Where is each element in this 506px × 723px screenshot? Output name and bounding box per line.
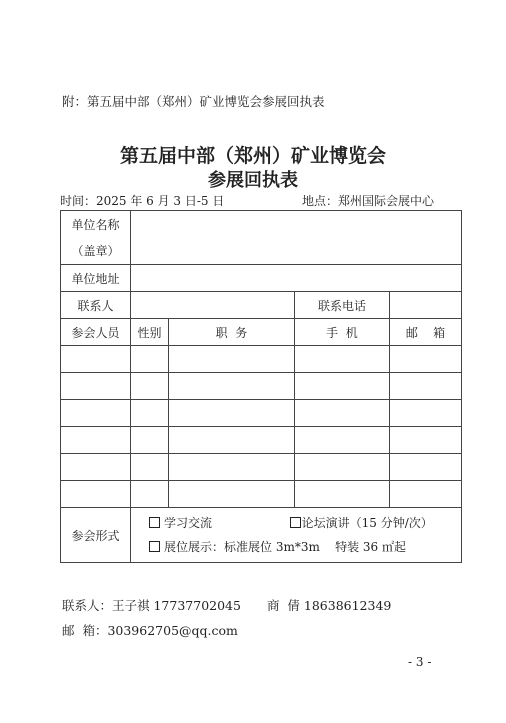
header-mobile: 手 机 <box>295 319 390 346</box>
header-gender: 性别 <box>131 319 169 346</box>
event-time: 时间：2025 年 6 月 3 日-5 日 <box>60 194 225 208</box>
contact-phone-field[interactable] <box>390 292 462 319</box>
event-location: 地点：郑州国际会展中心 <box>302 194 435 208</box>
contact-line-1 <box>62 596 391 614</box>
table-row <box>61 427 462 454</box>
table-row <box>61 346 462 373</box>
option-exchange-checkbox[interactable] <box>149 516 164 530</box>
contact-phone-label: 联系电话 <box>295 292 390 319</box>
contact-wang: 联系人：王子祺 17737702045 <box>62 598 241 613</box>
checkbox-icon[interactable] <box>149 541 160 552</box>
unit-name-row <box>61 211 462 265</box>
checkbox-icon[interactable] <box>290 517 301 528</box>
unit-address-field[interactable] <box>131 265 462 292</box>
header-participant: 参会人员 <box>61 319 131 346</box>
table-row <box>61 400 462 427</box>
participants-header-row <box>61 319 462 346</box>
table-row <box>61 373 462 400</box>
contact-shang: 商 倩 18638612349 <box>266 598 392 613</box>
contact-person-field[interactable] <box>131 292 295 319</box>
table-row <box>61 481 462 508</box>
table-row <box>61 454 462 481</box>
participation-format-label: 参会形式 <box>61 508 131 563</box>
unit-address-label: 单位地址 <box>61 265 131 292</box>
option-forum-label: 论坛演讲（15 分钟/次） <box>301 516 433 530</box>
participation-format-row <box>61 508 462 563</box>
contact-row <box>61 292 462 319</box>
option-forum-checkbox[interactable] <box>290 516 302 530</box>
option-exhibit-label: 展位展示：标准展位 3m*3m 特装 36 ㎡起 <box>164 540 406 554</box>
checkbox-icon[interactable] <box>149 517 160 528</box>
contact-email: 邮 箱：303962705@qq.com <box>62 623 238 638</box>
registration-form-table <box>60 210 462 563</box>
header-email: 邮 箱 <box>390 319 462 346</box>
unit-name-field[interactable] <box>131 211 462 265</box>
page-subtitle: 参展回执表 <box>208 170 298 191</box>
contact-person-label: 联系人 <box>61 292 131 319</box>
header-position: 职 务 <box>169 319 295 346</box>
page-number: - 3 - <box>408 655 432 669</box>
participation-options-row-2 <box>149 535 457 559</box>
option-exhibit-checkbox[interactable] <box>149 540 164 554</box>
option-exchange-label: 学习交流 <box>164 516 213 530</box>
attachment-note: 附：第五届中部（郑州）矿业博览会参展回执表 <box>62 94 325 109</box>
unit-address-row <box>61 265 462 292</box>
page-title: 第五届中部（郑州）矿业博览会 <box>119 145 386 167</box>
participation-options <box>131 508 462 563</box>
participation-options-row-1 <box>149 511 457 535</box>
unit-name-label: 单位名称 （盖章） <box>61 211 131 265</box>
